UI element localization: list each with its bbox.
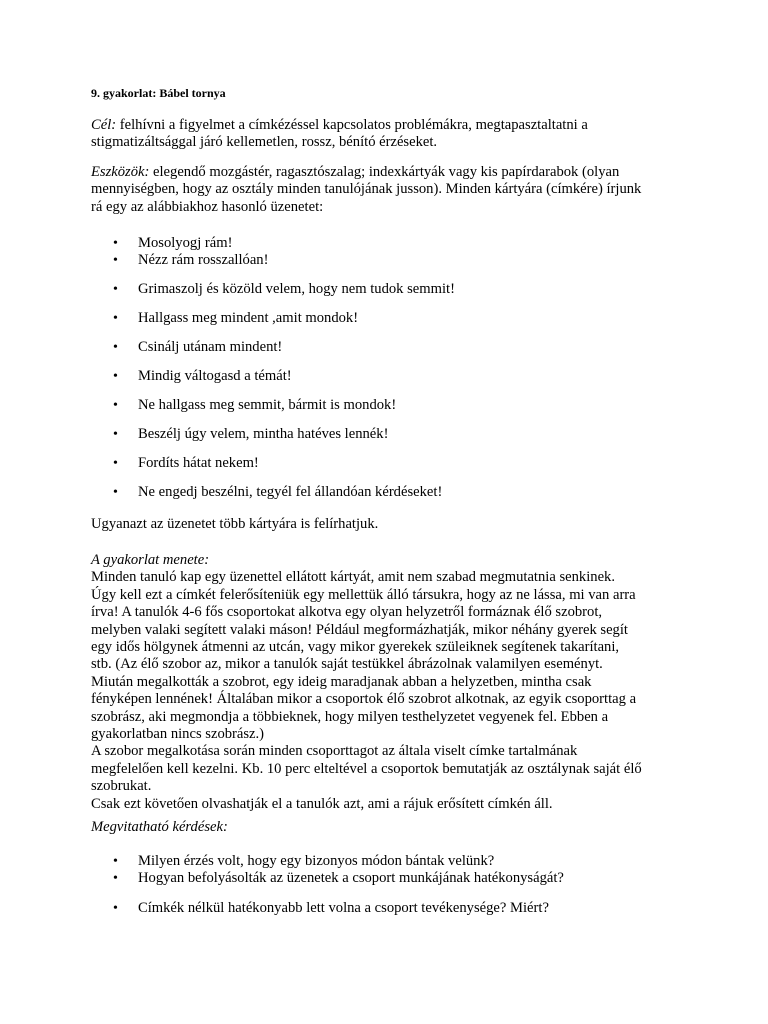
procedure-label: A gyakorlat menete: — [91, 552, 210, 568]
bullet-icon: • — [113, 398, 118, 413]
goal-line: stigmatizáltsággal járó kellemetlen, rossz, bénító érzéseket. — [91, 134, 438, 151]
procedure-line: szobrukat. — [91, 778, 152, 795]
bullet-icon: • — [113, 456, 118, 471]
procedure-line: A szobor megalkotása során minden csoporttagot az általa viselt címke tartalmának — [91, 743, 578, 760]
procedure-line: szobrász, aki megmondja a többieknek, hogy milyen testhelyzetet vegyenek fel. Ebben a — [91, 708, 609, 725]
procedure-line: Miután megalkották a szobrot, egy ideig maradjanak abban a helyzetben, mintha csak — [91, 673, 592, 690]
bullet-icon: • — [113, 253, 118, 268]
bullet-icon: • — [113, 854, 118, 869]
procedure-line: Minden tanuló kap egy üzenettel ellátott kártyát, amit nem szabad megmutatnia senkinek. — [91, 569, 615, 586]
goal-label: Cél: — [91, 117, 117, 133]
tools-paragraph — [91, 164, 691, 216]
procedure-line: gyakorlatban nincs szobrász.) — [91, 726, 265, 743]
procedure-line: stb. (Az élő szobor az, mikor a tanulók saját testükkel ábrázolnak valamilyen eseményt. — [91, 656, 603, 673]
exercise-title: 9. gyakorlat: Bábel tornya — [91, 86, 226, 100]
bullet-icon: • — [113, 485, 118, 500]
tools-line: elegendő mozgástér, ragasztószalag; indexkártyák vagy kis papírdarabok (olyan — [149, 164, 620, 180]
bullet-icon: • — [113, 282, 118, 297]
procedure-line: Csak ezt követően olvashatják el a tanulók azt, ami a rájuk erősített címkén áll. — [91, 795, 553, 812]
procedure-line: írva! A tanulók 4-6 fős csoportokat alkotva egy olyan helyzetről formáznak élő szobrot, — [91, 604, 603, 621]
procedure-line: Úgy kell ezt a címkét felerősíteniük egy mellettük álló társukra, hogy az ne lássa, mi van arra — [91, 586, 636, 603]
bullet-icon: • — [113, 901, 118, 916]
goal-paragraph — [91, 117, 691, 152]
bullet-icon: • — [113, 871, 118, 886]
same-message-note: Ugyanazt az üzenetet több kártyára is felírhatjuk. — [91, 516, 379, 532]
bullet-icon: • — [113, 369, 118, 384]
procedure-paragraph — [91, 552, 691, 813]
goal-line: felhívni a figyelmet a címkézéssel kapcsolatos problémákra, megtapasztaltatni a — [116, 117, 588, 133]
tools-line: rá egy az alábbiakhoz hasonló üzenetet: — [91, 198, 324, 215]
procedure-line: melyben valaki segített valaki máson! Például megformázhatják, mikor néhány gyerek segít — [91, 621, 628, 638]
tools-label: Eszközök: — [91, 164, 150, 180]
procedure-line: fényképen lennének! Általában mikor a csoportok élő szobrot alkotnak, az egyik csoporttag a — [91, 691, 637, 708]
tools-line: mennyiségben, hogy az osztály minden tanulójának jusson). Minden kártyára (címkére) írjunk — [91, 181, 642, 198]
bullet-icon: • — [113, 311, 118, 326]
procedure-line: megfelelően kell kezelni. Kb. 10 perc elteltével a csoportok bemutatják az osztálynak saját élő — [91, 760, 642, 777]
procedure-line: egy idős hölgynek átmenni az utcán, vagy mikor gyerekek szüleiknek segítenek takarítani, — [91, 639, 620, 656]
bullet-icon: • — [113, 236, 118, 251]
discussion-label: Megvitatható kérdések: — [91, 819, 228, 835]
bullet-icon: • — [113, 340, 118, 355]
bullet-icon: • — [113, 427, 118, 442]
document-page: 9. gyakorlat: Bábel tornya Cél: felhívni a figyelmet a címkézéssel kapcsolatos problémákra, megtapasztaltatni a stigmatizáltsággal járó kellemetlen, rossz, bénító érzéseket. Eszközök: elegendő mozgástér, ragasztószalag; indexkártyák vagy kis papírdarabok (olyan mennyiségben, hogy az osztály minden tanulójának jusson). Minden kártyára (címkére) írjunk rá egy az alábbiakhoz hasonló üzenetet: • Mosolyogj rám! • Nézz rám rosszallóan! • Grimaszolj és közöld velem, hogy nem tudok semmit! • Hallgass meg mindent ,amit mondok! • Csinálj utánam mindent! • Mindig váltogasd a témát! • Ne hallgass meg semmit, bármit is mondok! • Beszélj úgy velem, mintha hatéves lennék! • Fordíts hátat nekem! • Ne engedj beszélni, tegyél fel állandóan kérdéseket! Ugyanazt az üzenetet több kártyára is felírhatjuk. A gyakorlat menete: Minden tanuló kap egy üzenettel ellátott kártyát, amit nem szabad megmutatnia senkinek. Úgy kell ezt a címkét felerősíteniük egy mellettük álló társukra, hogy az ne lássa, mi van arra írva! A tanulók 4-6 fős csoportokat alkotva egy olyan helyzetről formáznak élő szobrot, melyben valaki segített valaki máson! Például megformázhatják, mikor néhány gyerek segít egy idős hölgynek átmenni az utcán, vagy mikor gyerekek szüleiknek segítenek takarítani, stb. (Az élő szobor az, mikor a tanulók saját testükkel ábrázolnak valamilyen eseményt. Miután megalkották a szobrot, egy ideig maradjanak abban a helyzetben, mintha csak fényképen lennének! Általában mikor a csoportok élő szobrot alkotnak, az egyik csoporttag a szobrász, aki megmondja a többieknek, hogy milyen testhelyzetet vegyenek fel. Ebben a gyakorlatban nincs szobrász.) A szobor megalkotása során minden csoporttagot az általa viselt címke tartalmának megfelelően kell kezelni. Kb. 10 perc elteltével a csoportok bemutatják az osztálynak saját élő szobrukat. Csak ezt követően olvashatják el a tanulók azt, ami a rájuk erősített címkén áll. Megvitatható kérdések: • Milyen érzés volt, hogy egy bizonyos módon bántak velünk? • Hogyan befolyásolták az üzenetek a csoport munkájának hatékonyságát? • Címkék nélkül hatékonyabb lett volna a csoport tevékenysége? Miért? — [0, 0, 768, 1024]
